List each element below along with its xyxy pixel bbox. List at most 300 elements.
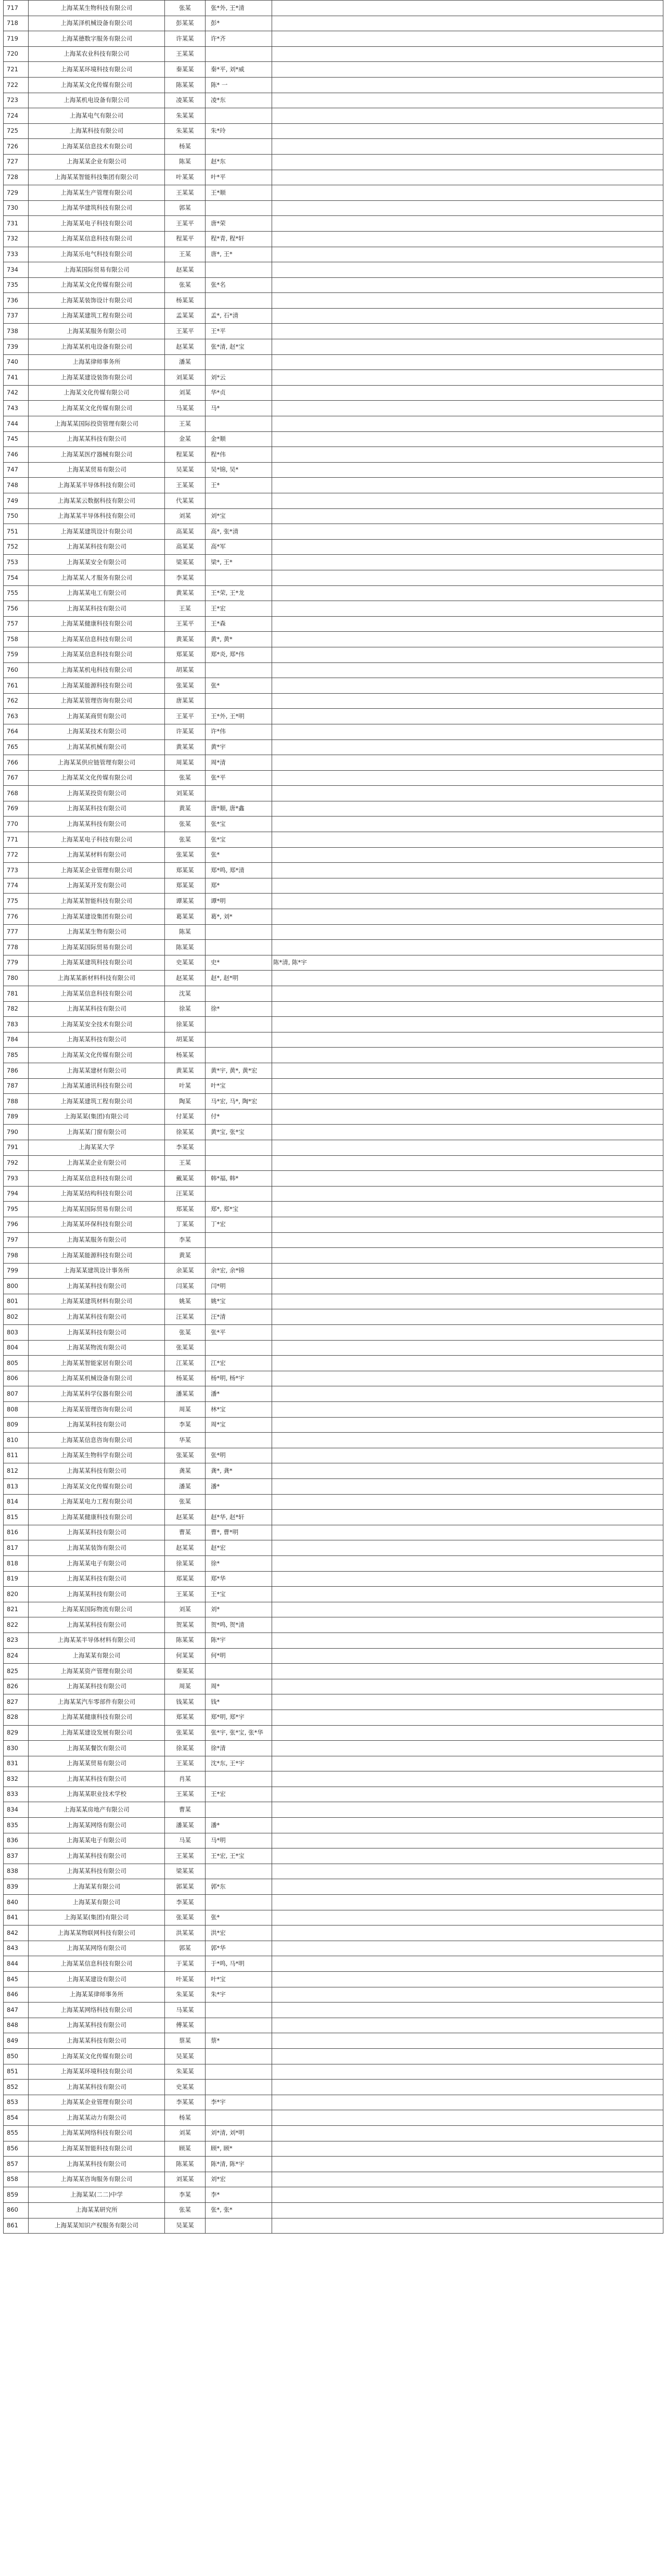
person-name: 梁某某 [165, 555, 206, 570]
row-note: 程*青, 程*轩 [206, 231, 272, 247]
row-number: 723 [4, 93, 29, 108]
company-name: 上海某某科技有限公司 [29, 1417, 165, 1433]
person-name: 王某 [165, 1155, 206, 1171]
person-name: 郑某某 [165, 863, 206, 878]
person-name: 潘某某 [165, 1818, 206, 1833]
person-name: 黄某 [165, 1248, 206, 1264]
company-name: 上海某某结构科技有限公司 [29, 1186, 165, 1202]
person-name: 黄某某 [165, 632, 206, 647]
row-note: 王*宏 [206, 601, 272, 617]
table-row [4, 1279, 663, 1294]
row-number: 851 [4, 2064, 29, 2080]
row-note: 郭*东 [206, 1879, 272, 1895]
person-name: 朱某某 [165, 1987, 206, 2003]
table-row [4, 1617, 663, 1633]
person-name: 王某某 [165, 1756, 206, 1771]
company-name: 上海某某生物科学有限公司 [29, 1448, 165, 1463]
company-name: 上海某某机电科技有限公司 [29, 662, 165, 678]
row-note [206, 2080, 272, 2095]
table-row [4, 1217, 663, 1232]
person-name: 张某 [165, 770, 206, 786]
row-number: 776 [4, 909, 29, 925]
row-number: 838 [4, 1864, 29, 1879]
row-note: 闫*明 [206, 1279, 272, 1294]
row-note [206, 1048, 272, 1063]
row-note: 郑*华 [206, 1571, 272, 1587]
table-row [4, 1063, 663, 1078]
table-row [4, 2018, 663, 2033]
company-name: 上海某科技有限公司 [29, 123, 165, 139]
row-number: 736 [4, 293, 29, 309]
row-note [206, 108, 272, 124]
row-number: 784 [4, 1032, 29, 1048]
row-note: 葛*, 刘* [206, 909, 272, 925]
table-row [4, 555, 663, 570]
row-number: 805 [4, 1356, 29, 1371]
table-row [4, 1648, 663, 1664]
person-name: 张某某 [165, 1448, 206, 1463]
row-extra [272, 293, 663, 309]
company-name: 上海某某网络科技有限公司 [29, 2003, 165, 2018]
company-name: 上海某某职业技术学校 [29, 1787, 165, 1802]
table-row [4, 200, 663, 216]
table-row [4, 524, 663, 540]
company-name: 上海某某信息科技有限公司 [29, 647, 165, 662]
row-note: 钱* [206, 1694, 272, 1710]
company-name: 上海某某能源科技有限公司 [29, 1248, 165, 1264]
person-name: 王某平 [165, 709, 206, 724]
company-name: 上海某某(二二)中学 [29, 2187, 165, 2203]
table-row [4, 1463, 663, 1479]
table-row [4, 832, 663, 848]
person-name: 黄某某 [165, 1063, 206, 1078]
row-extra [272, 1186, 663, 1202]
company-name: 上海某某企业有限公司 [29, 1155, 165, 1171]
person-name: 吴某某 [165, 2218, 206, 2234]
table-row [4, 647, 663, 662]
person-name: 张某某 [165, 1910, 206, 1925]
table-row [4, 478, 663, 493]
person-name: 程某平 [165, 231, 206, 247]
company-name: 上海某某文化传媒有限公司 [29, 1479, 165, 1495]
row-number: 770 [4, 817, 29, 832]
person-name: 王某某 [165, 478, 206, 493]
row-extra [272, 1987, 663, 2003]
table-row [4, 324, 663, 339]
table-row [4, 693, 663, 709]
row-extra [272, 2187, 663, 2203]
row-note: 潘* [206, 1818, 272, 1833]
company-name: 上海某某生物科技有限公司 [29, 1, 165, 16]
company-name: 上海某某商贸有限公司 [29, 709, 165, 724]
row-note: 张*外, 王*清 [206, 1, 272, 16]
person-name: 钱某某 [165, 1694, 206, 1710]
table-row [4, 1171, 663, 1187]
person-name: 秦某某 [165, 62, 206, 78]
row-note: 李*宇 [206, 2095, 272, 2110]
row-note [206, 1771, 272, 1787]
table-row [4, 801, 663, 817]
row-number: 853 [4, 2095, 29, 2110]
row-number: 775 [4, 894, 29, 909]
table-row [4, 739, 663, 755]
company-name: 上海某律师事务所 [29, 354, 165, 370]
table-row [4, 1864, 663, 1879]
row-note: 吴*锦, 吴* [206, 462, 272, 478]
company-name: 上海某某建材有限公司 [29, 1063, 165, 1078]
row-note: 马*明 [206, 1833, 272, 1848]
table-row [4, 1309, 663, 1325]
row-note: 郑* [206, 878, 272, 894]
row-number: 778 [4, 940, 29, 955]
row-note [206, 2018, 272, 2033]
person-name: 凌某某 [165, 93, 206, 108]
row-extra [272, 1972, 663, 1987]
person-name: 汪某某 [165, 1309, 206, 1325]
row-number: 846 [4, 1987, 29, 2003]
row-extra [272, 1109, 663, 1125]
row-extra [272, 1125, 663, 1140]
company-name: 上海某某通讯科技有限公司 [29, 1078, 165, 1094]
company-name: 上海某某建筑设计事务所 [29, 1263, 165, 1279]
table-row [4, 1540, 663, 1556]
row-number: 818 [4, 1555, 29, 1571]
row-note [206, 2110, 272, 2126]
row-note: 周*宝 [206, 1417, 272, 1433]
person-name: 郭某 [165, 200, 206, 216]
person-name: 朱某某 [165, 123, 206, 139]
table-row [4, 2095, 663, 2110]
company-name: 上海某华建筑科技有限公司 [29, 200, 165, 216]
row-number: 773 [4, 863, 29, 878]
row-note: 叶*宝 [206, 1972, 272, 1987]
row-number: 837 [4, 1848, 29, 1864]
row-extra [272, 62, 663, 78]
row-extra [272, 1340, 663, 1356]
row-extra [272, 354, 663, 370]
person-name: 郑某某 [165, 1571, 206, 1587]
row-extra [272, 1802, 663, 1818]
table-row [4, 1587, 663, 1602]
row-number: 836 [4, 1833, 29, 1848]
row-extra [272, 1848, 663, 1864]
table-row [4, 447, 663, 463]
company-name: 上海某某智能科技有限公司 [29, 894, 165, 909]
table-row [4, 1941, 663, 1956]
company-name: 上海某某贸易有限公司 [29, 1756, 165, 1771]
person-name: 彭某某 [165, 16, 206, 31]
person-name: 刘某某 [165, 2172, 206, 2187]
row-extra [272, 693, 663, 709]
person-name: 闫某某 [165, 1279, 206, 1294]
table-row [4, 154, 663, 170]
company-name: 上海某某管理咨询有限公司 [29, 693, 165, 709]
row-number: 834 [4, 1802, 29, 1818]
row-note: 沈*东, 王*宇 [206, 1756, 272, 1771]
row-number: 817 [4, 1540, 29, 1556]
person-name: 贺某某 [165, 1617, 206, 1633]
row-extra [272, 93, 663, 108]
row-number: 744 [4, 416, 29, 432]
company-name: 上海某某环保科技有限公司 [29, 1217, 165, 1232]
table-row [4, 2064, 663, 2080]
table-row [4, 231, 663, 247]
row-number: 727 [4, 154, 29, 170]
row-number: 855 [4, 2125, 29, 2141]
row-number: 797 [4, 1232, 29, 1248]
row-extra [272, 1648, 663, 1664]
row-number: 844 [4, 1956, 29, 1972]
person-name: 周某 [165, 1402, 206, 1418]
row-number: 739 [4, 339, 29, 355]
row-extra [272, 1679, 663, 1694]
company-name: 上海某某人才服务有限公司 [29, 570, 165, 585]
person-name: 梁某某 [165, 1864, 206, 1879]
row-number: 721 [4, 62, 29, 78]
person-name: 李某 [165, 2187, 206, 2203]
person-name: 周某某 [165, 755, 206, 771]
row-number: 822 [4, 1617, 29, 1633]
company-name: 上海某某文化传媒有限公司 [29, 2048, 165, 2064]
row-number: 858 [4, 2172, 29, 2187]
row-note: 姚*宝 [206, 1294, 272, 1309]
row-number: 849 [4, 2033, 29, 2049]
row-number: 803 [4, 1325, 29, 1341]
row-number: 746 [4, 447, 29, 463]
row-number: 781 [4, 986, 29, 1002]
row-extra: 陈*清, 陈*宇 [272, 955, 663, 971]
person-name: 杨某某 [165, 1371, 206, 1386]
row-note [206, 1186, 272, 1202]
person-name: 李某 [165, 1232, 206, 1248]
table-row [4, 1155, 663, 1171]
table-row [4, 2187, 663, 2203]
person-name: 刘某 [165, 385, 206, 401]
row-note: 凌*东 [206, 93, 272, 108]
person-name: 王某某 [165, 185, 206, 201]
row-extra [272, 662, 663, 678]
row-extra [272, 1463, 663, 1479]
row-number: 814 [4, 1494, 29, 1510]
person-name: 郑某某 [165, 878, 206, 894]
company-name: 上海某某半导体科技有限公司 [29, 508, 165, 524]
person-name: 王某某 [165, 1587, 206, 1602]
table-row [4, 1202, 663, 1217]
table-row [4, 2003, 663, 2018]
table-row [4, 1756, 663, 1771]
row-extra [272, 339, 663, 355]
row-number: 725 [4, 123, 29, 139]
company-name: 上海某某材料有限公司 [29, 847, 165, 863]
row-note: 王*外, 王*明 [206, 709, 272, 724]
person-name: 陈某 [165, 154, 206, 170]
row-number: 718 [4, 16, 29, 31]
person-name: 王某 [165, 247, 206, 262]
person-name: 黄某 [165, 801, 206, 817]
company-name: 上海某某半导体科技有限公司 [29, 478, 165, 493]
person-name: 王某平 [165, 324, 206, 339]
table-row [4, 878, 663, 894]
row-note [206, 2064, 272, 2080]
row-extra [272, 1725, 663, 1741]
company-name: 上海某某企业管理有限公司 [29, 2095, 165, 2110]
row-note: 张* [206, 678, 272, 694]
row-number: 806 [4, 1371, 29, 1386]
row-note: 张*清, 赵*宝 [206, 339, 272, 355]
company-name: 上海某某智能科技有限公司 [29, 2141, 165, 2157]
row-note [206, 139, 272, 155]
company-name: 上海某某智能科技集团有限公司 [29, 170, 165, 185]
company-name: 上海某某物流有限公司 [29, 1340, 165, 1356]
row-extra [272, 1756, 663, 1771]
company-name: 上海某某餐饮有限公司 [29, 1741, 165, 1756]
row-number: 799 [4, 1263, 29, 1279]
person-name: 杨某某 [165, 1048, 206, 1063]
row-extra [272, 1017, 663, 1032]
row-number: 743 [4, 401, 29, 416]
row-extra [272, 878, 663, 894]
table-row [4, 709, 663, 724]
person-name: 陈某某 [165, 1633, 206, 1648]
table-row [4, 1925, 663, 1941]
table-row [4, 1725, 663, 1741]
row-number: 757 [4, 616, 29, 632]
row-note: 陈*宇 [206, 1633, 272, 1648]
row-number: 820 [4, 1587, 29, 1602]
person-name: 李某某 [165, 2095, 206, 2110]
company-name: 上海某某科技有限公司 [29, 1679, 165, 1694]
person-name: 陈某某 [165, 940, 206, 955]
row-extra [272, 1771, 663, 1787]
row-extra [272, 1694, 663, 1710]
records-table [3, 0, 663, 2234]
row-number: 752 [4, 539, 29, 555]
table-row [4, 1125, 663, 1140]
table-row [4, 662, 663, 678]
table-row [4, 632, 663, 647]
row-note: 朱*玲 [206, 123, 272, 139]
row-extra [272, 770, 663, 786]
row-note: 秦*平, 刘*威 [206, 62, 272, 78]
row-extra [272, 2080, 663, 2095]
person-name: 史某某 [165, 2080, 206, 2095]
table-row [4, 770, 663, 786]
row-extra [272, 632, 663, 647]
row-note [206, 570, 272, 585]
company-name: 上海某某网络有限公司 [29, 1818, 165, 1833]
row-number: 860 [4, 2202, 29, 2218]
row-extra [272, 1479, 663, 1495]
row-number: 856 [4, 2141, 29, 2157]
company-name: 上海某德数字服务有限公司 [29, 31, 165, 47]
table-row [4, 1848, 663, 1864]
row-note: 王*宏 [206, 1787, 272, 1802]
row-note [206, 293, 272, 309]
row-number: 749 [4, 493, 29, 509]
row-note: 马*宏, 马*, 陶*宏 [206, 1094, 272, 1110]
table-row [4, 185, 663, 201]
row-extra [272, 1356, 663, 1371]
person-name: 刘某 [165, 508, 206, 524]
row-extra [272, 2095, 663, 2110]
company-name: 上海某某技术有限公司 [29, 724, 165, 739]
company-name: 上海某某信息科技有限公司 [29, 1171, 165, 1187]
table-row [4, 1448, 663, 1463]
person-name: 胡某某 [165, 1032, 206, 1048]
table-row [4, 139, 663, 155]
person-name: 马某 [165, 1833, 206, 1848]
row-number: 788 [4, 1094, 29, 1110]
row-extra [272, 200, 663, 216]
company-name: 上海某某科技有限公司 [29, 1617, 165, 1633]
table-row [4, 1017, 663, 1032]
row-number: 769 [4, 801, 29, 817]
person-name: 周某 [165, 1679, 206, 1694]
row-note [206, 1433, 272, 1448]
row-number: 791 [4, 1140, 29, 1155]
row-number: 839 [4, 1879, 29, 1895]
row-number: 857 [4, 2157, 29, 2172]
company-name: 上海某某科技有限公司 [29, 2018, 165, 2033]
person-name: 朱某某 [165, 108, 206, 124]
table-row [4, 2218, 663, 2234]
table-row [4, 894, 663, 909]
company-name: 上海某某科技有限公司 [29, 539, 165, 555]
row-number: 737 [4, 308, 29, 324]
company-name: 上海某某电子科技有限公司 [29, 216, 165, 232]
person-name: 王某平 [165, 616, 206, 632]
person-name: 洪某某 [165, 1925, 206, 1941]
person-name: 马某某 [165, 401, 206, 416]
row-note [206, 1017, 272, 1032]
row-note [206, 1155, 272, 1171]
row-extra [272, 2202, 663, 2218]
row-number: 774 [4, 878, 29, 894]
table-row [4, 46, 663, 62]
table-row [4, 539, 663, 555]
table-row [4, 1, 663, 16]
row-extra [272, 847, 663, 863]
person-name: 郭某 [165, 1941, 206, 1956]
table-row [4, 277, 663, 293]
row-extra [272, 1787, 663, 1802]
row-number: 764 [4, 724, 29, 739]
person-name: 刘某某 [165, 370, 206, 386]
row-number: 807 [4, 1386, 29, 1402]
row-note: 华*贞 [206, 385, 272, 401]
company-name: 上海某某大学 [29, 1140, 165, 1155]
company-name: 上海某某建筑设计有限公司 [29, 524, 165, 540]
row-number: 742 [4, 385, 29, 401]
row-extra [272, 709, 663, 724]
table-row [4, 431, 663, 447]
row-number: 761 [4, 678, 29, 694]
row-note [206, 1232, 272, 1248]
table-row [4, 508, 663, 524]
person-name: 付某某 [165, 1109, 206, 1125]
row-extra [272, 508, 663, 524]
company-name: 上海某某投资有限公司 [29, 786, 165, 801]
table-row [4, 1987, 663, 2003]
row-number: 760 [4, 662, 29, 678]
row-note [206, 46, 272, 62]
company-name: 上海某某资产管理有限公司 [29, 1664, 165, 1679]
table-row [4, 1910, 663, 1925]
person-name: 蔡某 [165, 2033, 206, 2049]
company-name: 上海某某科技有限公司 [29, 817, 165, 832]
person-name: 许某某 [165, 724, 206, 739]
row-number: 754 [4, 570, 29, 585]
